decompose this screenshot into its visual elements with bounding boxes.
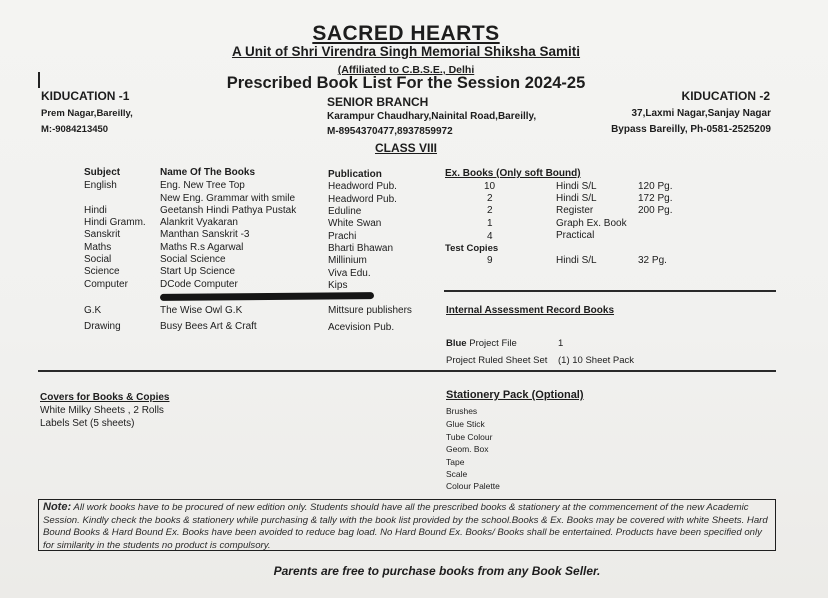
subject-header: Subject (84, 167, 121, 178)
book-name: Busy Bees Art & Craft (160, 321, 257, 332)
test-copies-qty: 9 (487, 255, 493, 266)
right-branch-phone: Bypass Bareilly, Ph-0581-2525209 (611, 124, 771, 135)
stationery-heading: Stationery Pack (Optional) (446, 389, 584, 401)
note-text: All work books have to be procured of new edition only. Students should have all the prescribed books & stationery at the commencement of the new Academic Session. Kindly check the books & stationery while purchasing & tally with the book list provided by the school.Books & Ex. Books may be covered with white Sheets. Hard Bound Books & Hard Bound Ex. Books have been avoided to reduce bag load. No Hard Bound Ex. Books/ Books shall be entertained. Products have been specified only for similarity in the students no product is compulsory. (43, 502, 768, 551)
book-publication: Viva Edu. (328, 268, 371, 279)
covers-item: Labels Set (5 sheets) (40, 418, 135, 429)
stationery-item: Geom. Box (446, 444, 489, 454)
book-subject: Social (84, 254, 112, 265)
book-name-header: Name Of The Books (160, 167, 256, 178)
left-branch-address: Prem Nagar,Bareilly, (41, 108, 133, 119)
marker-strike (160, 292, 374, 301)
center-phone: M-8954370477,8937859972 (327, 126, 453, 137)
school-title: SACRED HEARTS (312, 22, 500, 45)
book-subject: Hindi Gramm. (84, 217, 146, 228)
covers-heading: Covers for Books & Copies (40, 392, 170, 403)
right-branch-address: 37,Laxmi Nagar,Sanjay Nagar (631, 108, 771, 119)
branch-name: SENIOR BRANCH (327, 95, 429, 109)
ex-type: Practical (556, 230, 595, 241)
school-subtitle: A Unit of Shri Virendra Singh Memorial Shiksha Samiti (231, 44, 581, 59)
book-publication: White Swan (328, 218, 382, 229)
book-publication: Prachi (328, 231, 357, 242)
book-name: Social Science (160, 254, 226, 265)
stationery-item: Colour Palette (446, 481, 500, 491)
project-file-label: Project File (469, 338, 517, 349)
session-title: Prescribed Book List For the Session 2024-25 (226, 74, 586, 92)
left-branch-name: KIDUCATION -1 (41, 89, 130, 103)
book-name: New Eng. Grammar with smile (160, 193, 296, 204)
stationery-item: Glue Stick (446, 419, 485, 429)
center-address: Karampur Chaudhary,Nainital Road,Bareilly, (327, 111, 537, 122)
note-label: Note: (43, 501, 72, 513)
book-publication: Mittsure publishers (328, 305, 412, 316)
internal-assessment-heading: Internal Assessment Record Books (446, 305, 615, 316)
book-subject: Computer (84, 279, 128, 290)
stationery-item: Tape (446, 457, 465, 467)
ex-books-heading: Ex. Books (Only soft Bound) (445, 168, 581, 179)
book-name: The Wise Owl G.K (160, 305, 243, 316)
ex-type: Graph Ex. Book (556, 218, 627, 229)
note-box (38, 499, 776, 551)
book-subject: Hindi (84, 205, 107, 216)
stationery-item: Brushes (446, 406, 478, 416)
right-branch-name: KIDUCATION -2 (681, 89, 770, 103)
stationery-item: Tube Colour (446, 432, 493, 442)
book-name: Eng. New Tree Top (160, 180, 245, 191)
ex-type: Hindi S/L (556, 193, 597, 204)
book-subject: English (84, 180, 117, 191)
book-publication: Bharti Bhawan (328, 243, 394, 254)
margin-mark (38, 72, 40, 88)
test-copies-type: Hindi S/L (556, 255, 597, 266)
book-publication: Acevision Pub. (328, 322, 395, 333)
blue-label: Blue (446, 338, 467, 349)
left-branch-phone: M:-9084213450 (41, 124, 109, 135)
book-name: DCode Computer (160, 279, 238, 290)
test-copies-label: Test Copies (445, 243, 499, 254)
affiliation: (Affiliated to C.B.S.E., Delhi (337, 64, 475, 76)
project-file-qty: 1 (558, 338, 564, 349)
ex-qty: 4 (487, 231, 493, 242)
footer-text: Parents are free to purchase books from any Book Seller. (273, 564, 601, 578)
book-name: Maths R.s Agarwal (160, 242, 244, 253)
book-publication: Headword Pub. (328, 194, 397, 205)
class-title: CLASS VIII (374, 141, 438, 155)
book-subject: Drawing (84, 321, 121, 332)
book-name: Geetansh Hindi Pathya Pustak (160, 205, 297, 216)
covers-item: White Milky Sheets , 2 Rolls (40, 405, 164, 416)
book-name: Manthan Sanskrit -3 (160, 229, 250, 240)
book-name: Alankrit Vyakaran (160, 217, 238, 228)
ex-qty: 2 (487, 193, 493, 204)
book-publication: Eduline (328, 206, 362, 217)
ex-qty: 2 (487, 205, 493, 216)
ruled-sheet-label: Project Ruled Sheet Set (446, 355, 548, 366)
book-publication: Headword Pub. (328, 181, 397, 192)
book-publication: Kips (328, 280, 348, 291)
test-copies-pages: 32 Pg. (638, 255, 667, 266)
book-subject: G.K (84, 305, 102, 316)
ex-qty: 10 (484, 181, 496, 192)
book-subject: Maths (84, 242, 112, 253)
section-divider (38, 370, 776, 372)
ex-type: Hindi S/L (556, 181, 597, 192)
ex-qty: 1 (487, 218, 493, 229)
ex-type: Register (556, 205, 594, 216)
ruled-sheet-value: (1) 10 Sheet Pack (558, 355, 635, 366)
project-file-line (446, 338, 517, 349)
book-subject: Science (84, 266, 120, 277)
book-publication: Millinium (328, 255, 367, 266)
book-subject: Sanskrit (84, 229, 121, 240)
ex-pages: 120 Pg. (638, 181, 673, 192)
section-divider (444, 290, 776, 292)
ex-pages: 200 Pg. (638, 205, 673, 216)
stationery-item: Scale (446, 469, 468, 479)
book-name: Start Up Science (160, 266, 236, 277)
publication-header: Publication (328, 169, 382, 180)
ex-pages: 172 Pg. (638, 193, 673, 204)
